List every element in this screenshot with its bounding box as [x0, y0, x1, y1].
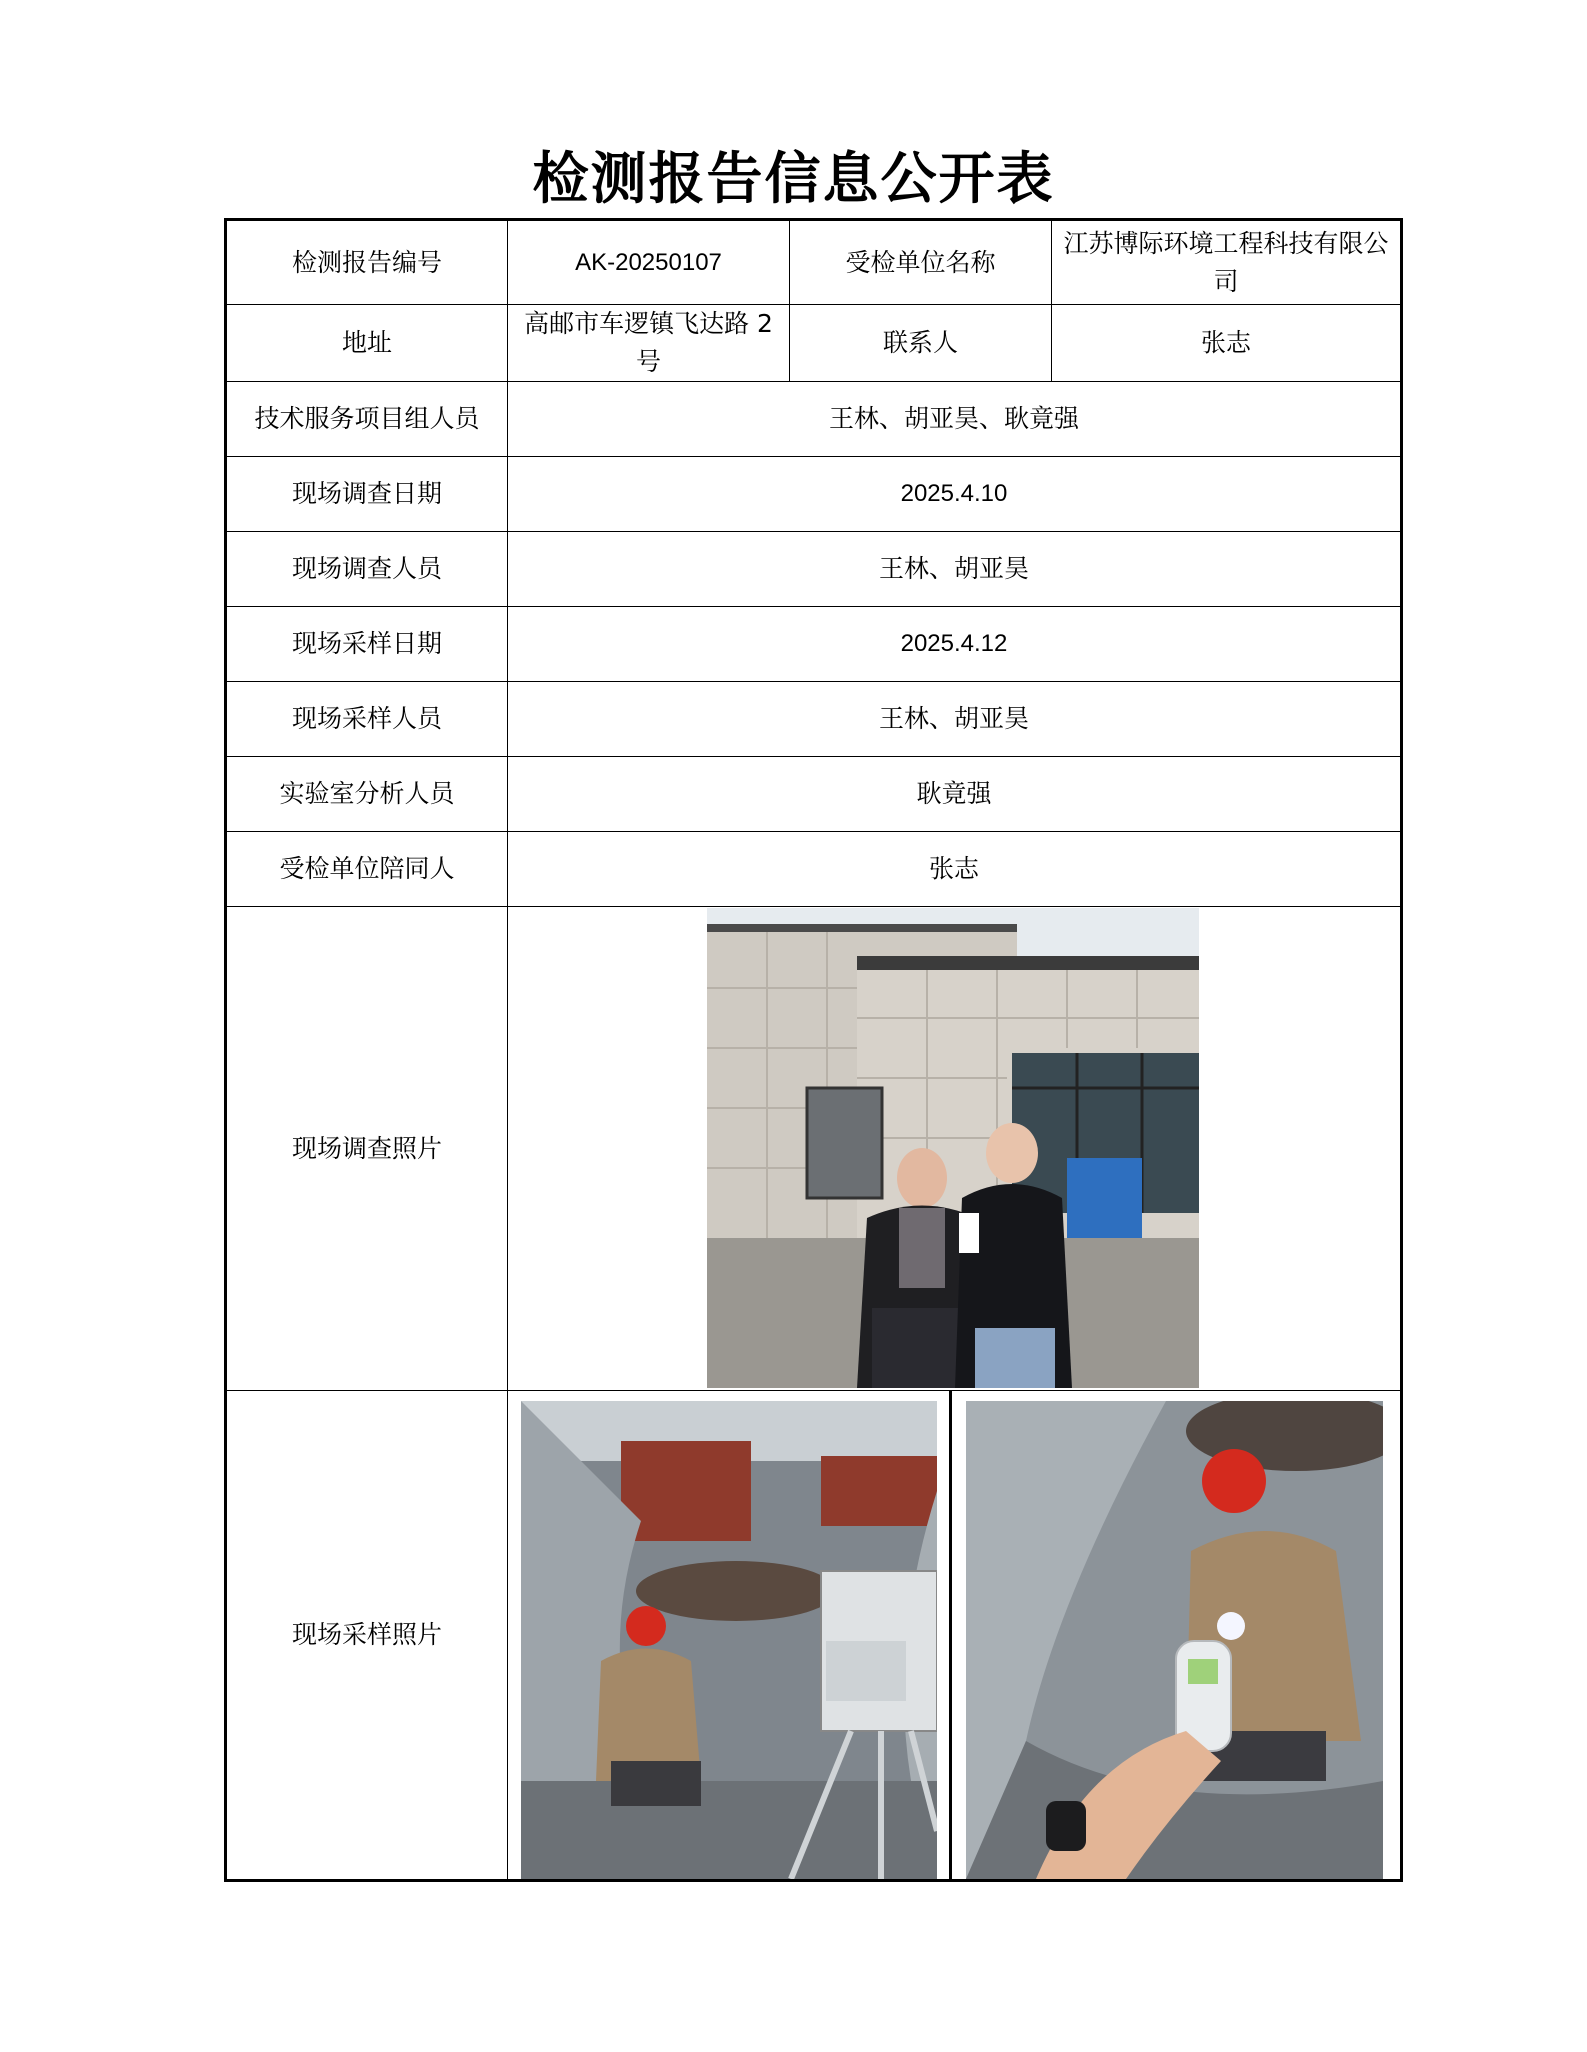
- table-row: [226, 457, 1402, 532]
- sample-photo-left: [521, 1401, 937, 1879]
- survey-date-label: 现场调查日期: [226, 457, 508, 532]
- team-label: 技术服务项目组人员: [226, 382, 508, 457]
- survey-staff-label: 现场调查人员: [226, 532, 508, 607]
- sample-date-value: 2025.4.12: [508, 607, 1402, 682]
- photo-divider: [949, 1391, 952, 1879]
- table-row: [226, 1391, 1402, 1881]
- table-row: [226, 382, 1402, 457]
- team-value: 王林、胡亚昊、耿竟强: [508, 382, 1402, 457]
- sample-staff-label: 现场采样人员: [226, 682, 508, 757]
- lab-staff-label: 实验室分析人员: [226, 757, 508, 832]
- page-title: 检测报告信息公开表: [532, 147, 1055, 212]
- contact-value: 张志: [1052, 305, 1402, 382]
- sample-photo-right-image: [966, 1401, 1383, 1879]
- table-row: [226, 832, 1402, 907]
- unit-name-value: 江苏博际环境工程科技有限公司: [1052, 220, 1402, 305]
- table-row: [226, 757, 1402, 832]
- table-row: [226, 532, 1402, 607]
- escort-label: 受检单位陪同人: [226, 832, 508, 907]
- contact-label: 联系人: [790, 305, 1052, 382]
- lab-staff-value: 耿竟强: [508, 757, 1402, 832]
- unit-name-label: 受检单位名称: [790, 220, 1052, 305]
- survey-photo-image: [707, 908, 1199, 1388]
- sample-photo-left-image: [521, 1401, 937, 1879]
- address-value: 高邮市车逻镇飞达路 2 号: [508, 305, 790, 382]
- report-no-value: AK-20250107: [508, 220, 790, 305]
- sample-photo-cell: [508, 1391, 1402, 1881]
- table-row: [226, 220, 1402, 305]
- table-row: [226, 907, 1402, 1391]
- sample-date-label: 现场采样日期: [226, 607, 508, 682]
- report-no-label: 检测报告编号: [226, 220, 508, 305]
- survey-staff-value: 王林、胡亚昊: [508, 532, 1402, 607]
- sample-photo-label: 现场采样照片: [226, 1391, 508, 1881]
- table-row: [226, 682, 1402, 757]
- escort-value: 张志: [508, 832, 1402, 907]
- survey-photo-label: 现场调查照片: [226, 907, 508, 1391]
- table-row: [226, 607, 1402, 682]
- survey-date-value: 2025.4.10: [508, 457, 1402, 532]
- survey-photo-cell: [508, 907, 1402, 1391]
- survey-photo: [707, 908, 1199, 1388]
- table-row: [226, 305, 1402, 382]
- sample-staff-value: 王林、胡亚昊: [508, 682, 1402, 757]
- info-table: [224, 218, 1403, 1882]
- sample-photo-right: [966, 1401, 1383, 1879]
- address-label: 地址: [226, 305, 508, 382]
